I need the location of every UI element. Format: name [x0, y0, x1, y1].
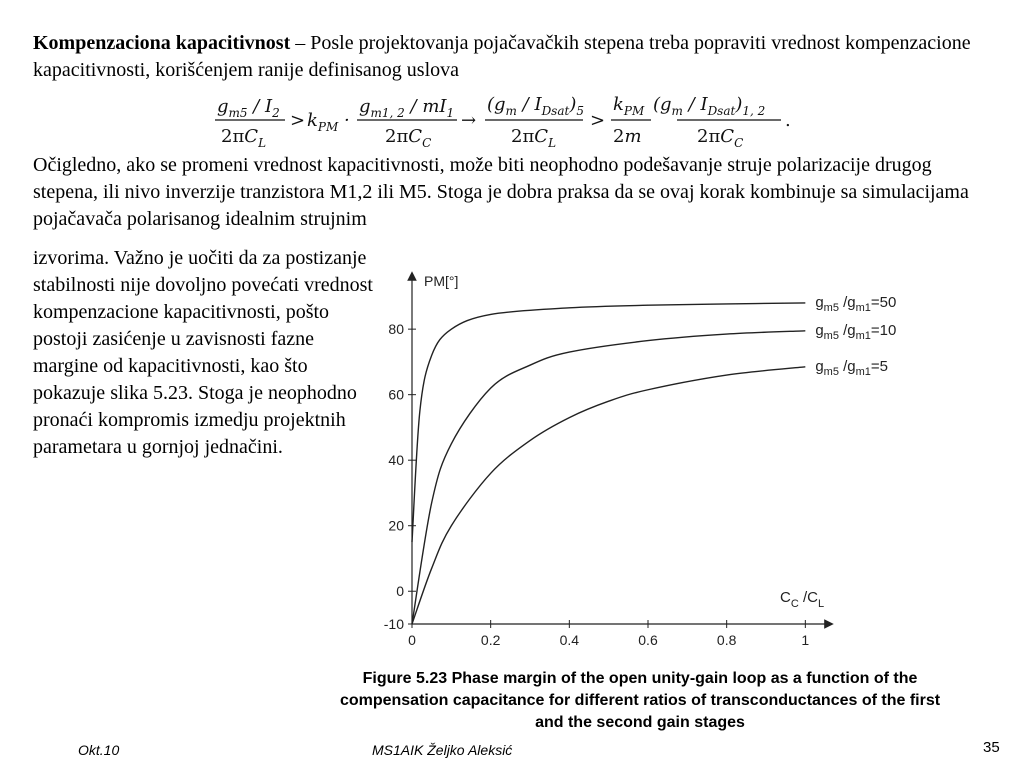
caption-line-1: Figure 5.23 Phase margin of the open unity-gain loop as a function of the [362, 670, 918, 687]
svg-text:kPM: $k_{PM}$ [613, 94, 645, 118]
svg-text:2πCC: $2\pi C_C$ [697, 126, 744, 150]
x-tick-label: 0.6 [638, 632, 658, 648]
svg-text:2πCL: $2\pi C_L$ [221, 126, 267, 150]
series-line-3 [412, 367, 805, 624]
figure-caption [270, 668, 1010, 734]
svg-text:2πCL: $2\pi C_L$ [511, 126, 557, 150]
svg-text:→: → [461, 110, 477, 131]
svg-text:2m: 2m [613, 126, 642, 147]
y-tick-label: 40 [388, 452, 404, 469]
svg-text:kPM ·: $k_{PM}$ · [307, 110, 350, 134]
stability-formula [215, 90, 795, 154]
y-tick-label: 80 [388, 321, 404, 338]
x-tick-label: 0.2 [480, 632, 501, 648]
caption-line-2: compensation capacitance for different ratios of transconductances of the first [339, 692, 941, 709]
svg-text:>: > [590, 110, 606, 131]
body-paragraph-wrap [33, 245, 378, 461]
series-line-2 [412, 331, 805, 624]
caption-line-3: and the second gain stages [535, 714, 745, 731]
phase-margin-chart [370, 262, 897, 648]
y-tick-label: 60 [388, 386, 404, 403]
svg-text:.: . [785, 110, 791, 131]
body-text-tail: izvorima. Važno je uočiti da za postizanje stabilnosti nije dovoljno povećati vrednost kompenzacione kapacitivnosti, pošto postoji zasićenje u zavisnosti fazne margine od kapacitivnosti, kao što pokazuje slika 5.23. Stoga je neophodno pronaći kompromis izmedju projektnih parametara u gornjoj jednačini. [33, 247, 373, 458]
svg-text:2πCC: $2\pi C_C$ [385, 126, 432, 150]
footer-date: Okt.10 [78, 742, 120, 758]
x-tick-label: 1 [801, 632, 810, 648]
svg-text:(gm / IDsat)1, 2: $(g_m / I_{Dsat})_{1, 2}$ [653, 94, 766, 118]
svg-text:(gm / IDsat)5: $(g_m / I_{Dsat})_5$ [487, 94, 584, 118]
page-number: 35 [983, 739, 1000, 756]
series-label-3: $g_{m5}$ $/g_{m1}=5$ [815, 357, 889, 378]
x-tick-label: 0.4 [559, 632, 580, 648]
svg-text:gm1, 2 / mI1: $g_{m1, 2} / mI_1$ [359, 96, 455, 120]
footer-course-author: MS1AIK Željko Aleksić [372, 742, 513, 758]
svg-text:gm5 / I2: $g_{m5} / I_2$ [217, 96, 280, 120]
series-label-1: $g_{m5}$ $/g_{m1}=50$ [815, 293, 897, 314]
intro-paragraph [33, 30, 998, 84]
body-paragraph [33, 152, 998, 233]
y-axis-label: PM[°] [424, 273, 459, 289]
y-tick-label: -10 [383, 616, 404, 632]
series-label-2: $g_{m5}$ $/g_{m1}=10$ [815, 321, 897, 342]
y-tick-label: 20 [388, 517, 404, 534]
y-tick-label: 0 [396, 583, 404, 600]
intro-text: – Posle projektovanja pojačavačkih stepena treba popraviti vrednost kompenzacione kapacitivnosti, korišćenjem ranije definisanog uslova [33, 32, 971, 81]
intro-term: Kompenzaciona kapacitivnost [33, 32, 291, 54]
body-text-head: Očigledno, ako se promeni vrednost kapacitivnosti, može biti neophodno podešavanje struje polarizacije drugog stepena, ili nivo inverzije tranzistora M1,2 ili M5. Stoga je dobra praksa da se ovaj korak kombinuje sa simulacijama pojačavača polarisanog idealnim strujnim [33, 154, 969, 230]
series-line-1 [412, 303, 805, 542]
x-tick-label: 0 [408, 632, 416, 648]
x-tick-label: 0.8 [716, 632, 737, 648]
svg-text:>: > [290, 110, 306, 131]
x-axis-label: $C_C$ $/C_L$ [780, 589, 825, 610]
